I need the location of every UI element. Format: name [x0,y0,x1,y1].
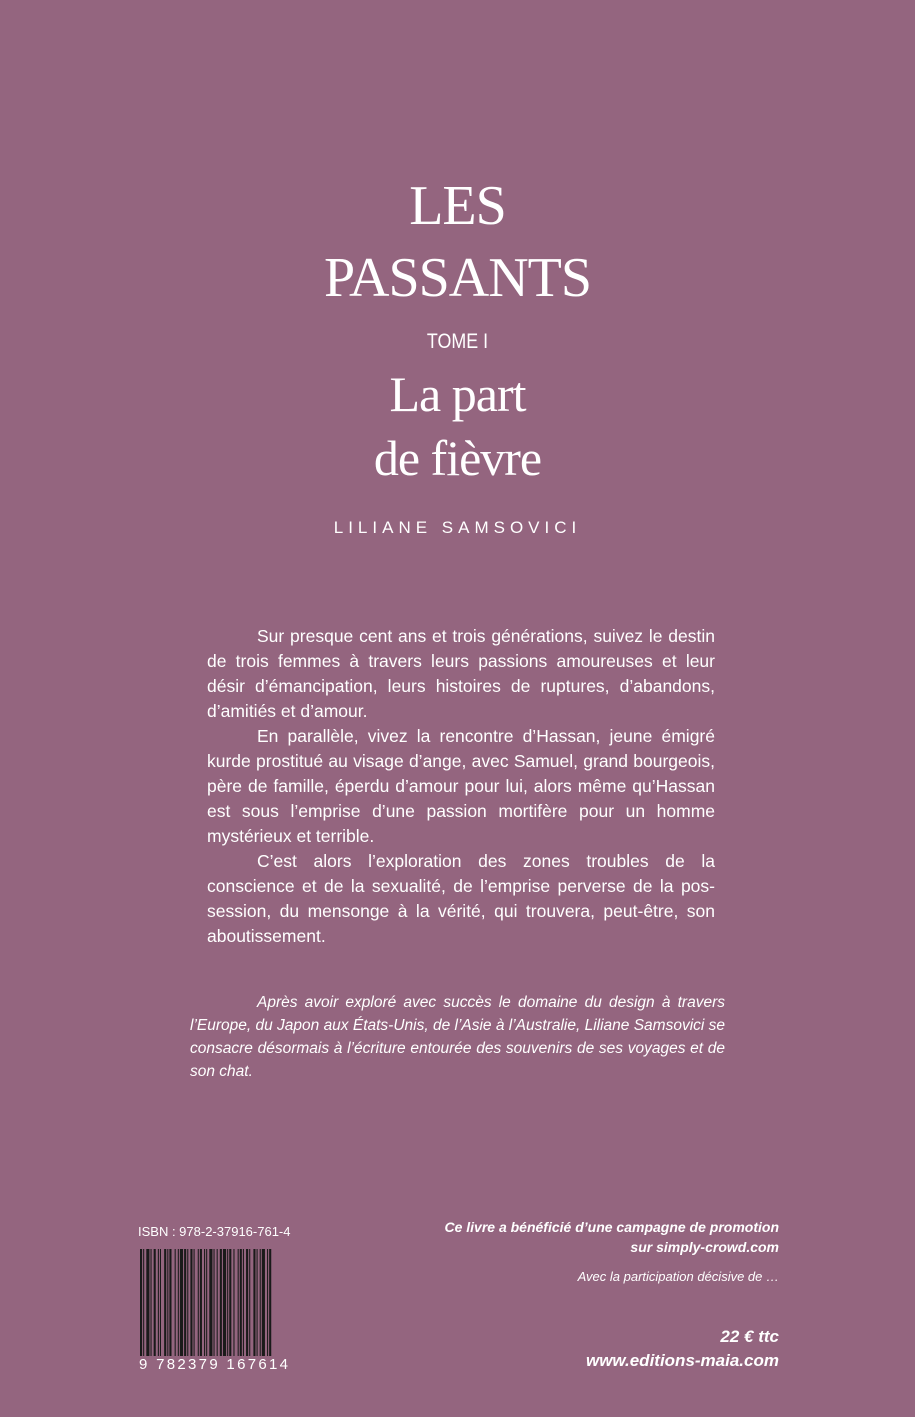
barcode-bar [206,1249,207,1357]
barcode-bar [243,1249,244,1357]
author-bio-text: Après avoir exploré avec succès le domaine du design à travers l’Europe, du Japon aux États-Unis, de l’Asie à l’Australie, Liliane Samsovici se consacre désormais à l’écriture entourée des souvenirs de ses voyages et de son chat. [190,994,726,1080]
barcode-bar [194,1249,195,1357]
barcode-bar [164,1249,166,1357]
barcode-bar [227,1249,228,1357]
barcode-bar [220,1249,222,1357]
barcode-bar [217,1249,218,1357]
barcode-bar [190,1249,192,1357]
barcode [137,1245,306,1375]
participation-note: Avec la participation décisive de … [577,1269,779,1284]
barcode-bar [200,1249,202,1357]
barcode-bar [257,1249,258,1357]
subtitle-line2: de fièvre [373,430,542,486]
barcode-bar [260,1249,261,1357]
price-block [586,1325,779,1373]
barcode-bar [184,1249,186,1357]
barcode-bar [249,1249,250,1357]
barcode-bar [214,1249,215,1357]
price: 22 € ttc [720,1327,779,1346]
barcode-bar [154,1249,156,1357]
barcode-bar [269,1249,271,1357]
blurb-paragraph: C’est alors l’exploration des zones troubles de la conscience et de la sexualité, de l’emprise perverse de la possession, du mensonge à la vérité, qui trouvera, peut-être, son aboutissement. [207,851,715,946]
barcode-bar [160,1249,161,1357]
barcode-bar [229,1249,231,1357]
barcode-bar [262,1249,265,1357]
series-title-line1: LES [409,175,506,237]
barcode-bar [143,1249,144,1357]
barcode-bar [146,1249,149,1357]
barcode-bar [167,1249,168,1357]
barcode-bar [267,1249,268,1357]
barcode-bar [169,1249,171,1357]
author-bio [190,991,725,1083]
subtitle-line1: La part [389,366,526,422]
barcode-bar [198,1249,199,1357]
barcode-bar [151,1249,152,1357]
barcode-bar [238,1249,239,1357]
barcode-bar [209,1249,212,1357]
blurb [207,624,715,949]
barcode-bar [158,1249,159,1357]
promo-line2: sur simply-crowd.com [630,1239,779,1255]
barcode-bar [175,1249,176,1357]
blurb-paragraph: En parallèle, vivez la rencontre d’Hassan, jeune émigré kurde prostitué au visage d’ange, avec Samuel, grand bourgeois, père de famille, éperdu d’amour pour lui, alors même qu’Hassan est sous l’emprise d’une passion mortifère pour un homme mystérieux et terrible. [207,726,715,846]
barcode-bar [178,1249,179,1357]
barcode-bar [187,1249,188,1357]
title-block [0,170,915,538]
barcode-bar [240,1249,242,1357]
tome-label: TOME I [426,330,489,353]
promo-line1: Ce livre a bénéficié d’une campagne de promotion [444,1219,779,1235]
series-title-line2: PASSANTS [324,247,591,309]
isbn: ISBN : 978-2-37916-761-4 [138,1224,291,1239]
barcode-bar [140,1249,142,1357]
promo-block [444,1217,779,1284]
barcode-digits: 9 782379 167614 [137,1356,306,1373]
publisher-website: www.editions-maia.com [585,1351,779,1370]
barcode-bar [180,1249,183,1357]
author-name: LILIANE SAMSOVICI [333,518,582,537]
barcode-bar [204,1249,205,1357]
barcode-bar [246,1249,248,1357]
barcode-bar [233,1249,234,1357]
barcode-bar [223,1249,226,1357]
barcode-bar [253,1249,255,1357]
blurb-paragraph: Sur presque cent ans et trois générations, suivez le destin de trois femmes à travers leurs passions amoureuses et leur désir d’émancipation, leurs histoires de ruptures, d’abandons, d’amitiés et d’amour. [207,626,715,721]
